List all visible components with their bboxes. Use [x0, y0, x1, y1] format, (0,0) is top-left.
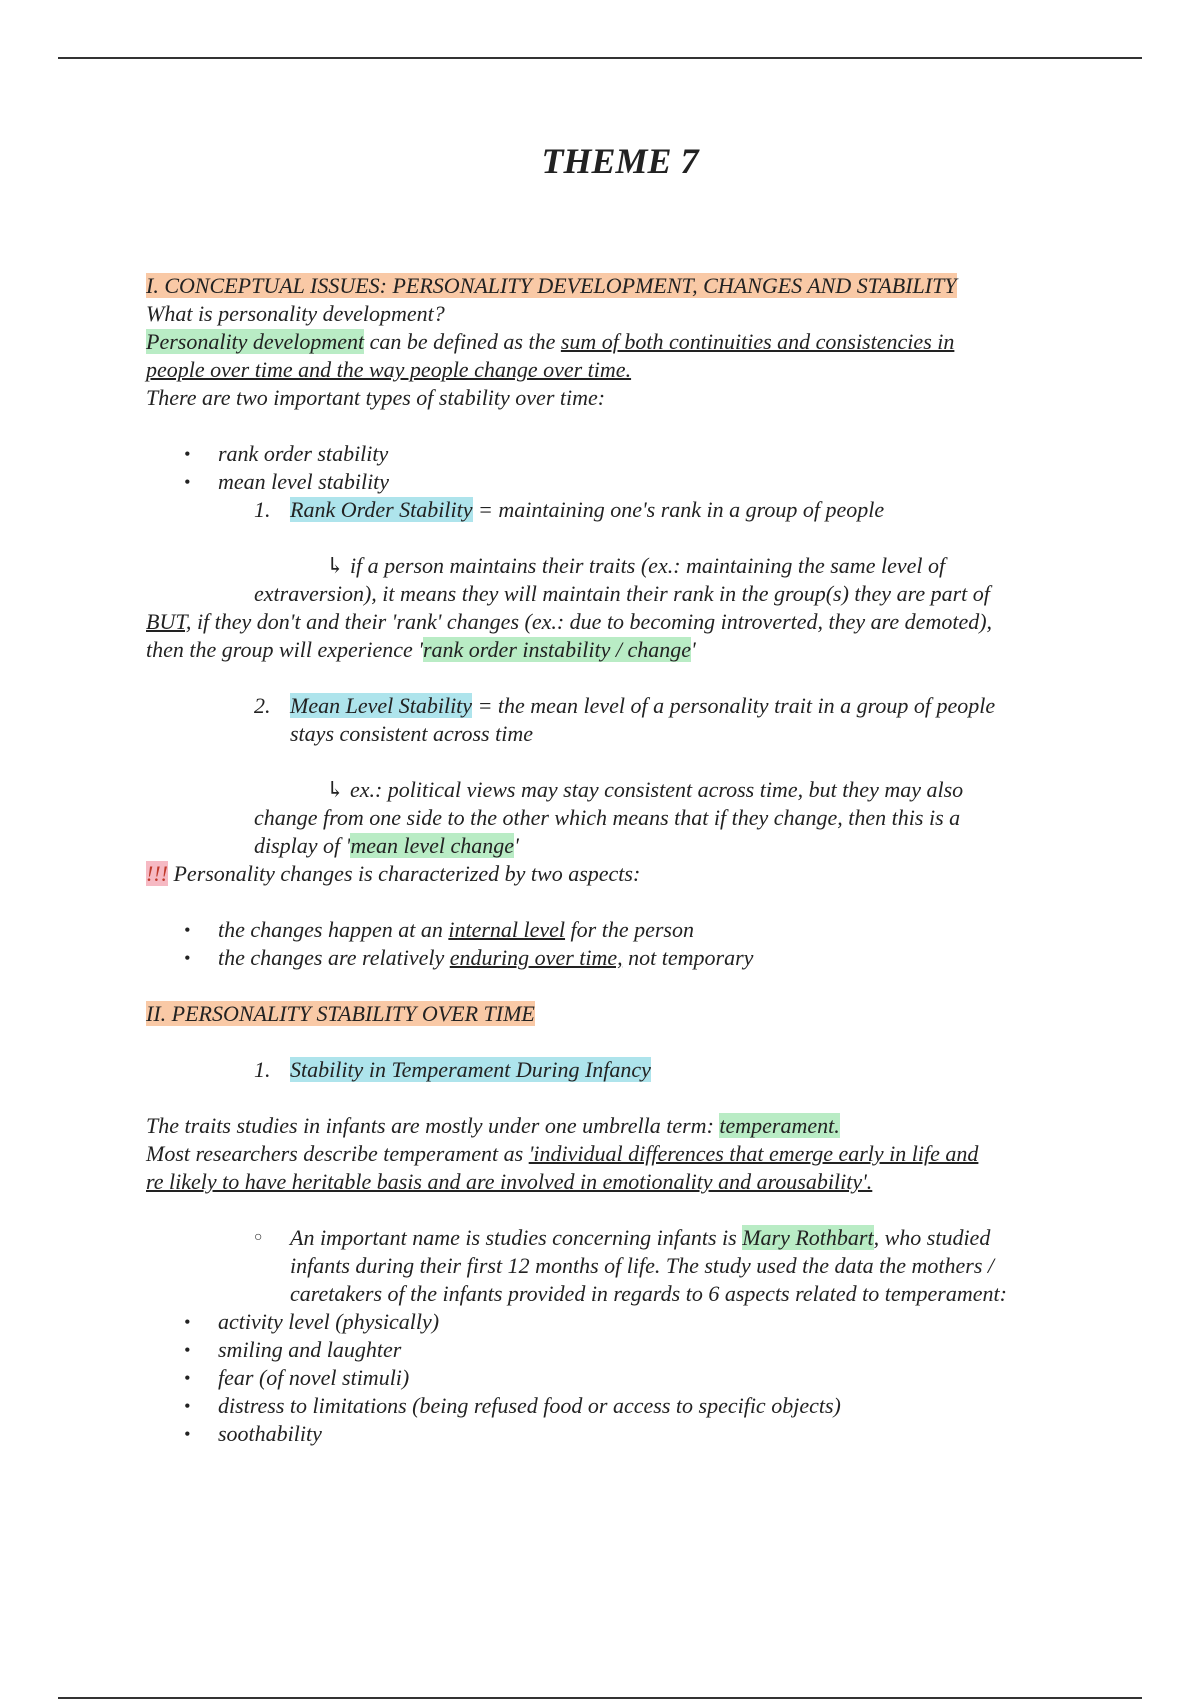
alert-marker: !!!	[146, 861, 168, 886]
top-rule	[58, 57, 1142, 59]
mean-level-line: Mean Level Stability = the mean level of a personality trait in a group of people	[290, 693, 996, 718]
list-item: the changes are relatively enduring over time, not temporary	[218, 945, 754, 970]
arrow-icon: ↳	[326, 553, 345, 578]
list-item: mean level stability	[218, 469, 390, 494]
definition-line-2: people over time and the way people change over time.	[146, 357, 632, 382]
bullet-icon: •	[184, 1424, 191, 1444]
list-item: rank order stability	[218, 441, 389, 466]
bullet-icon: •	[184, 948, 191, 968]
item-number: 1.	[254, 1057, 271, 1082]
temperament-line: The traits studies in infants are mostly under one umbrella term: temperament.	[146, 1113, 840, 1138]
bullet-icon: •	[184, 920, 191, 940]
mean-level-note-1: ↳ ex.: political views may stay consistent across time, but they may also	[326, 777, 964, 802]
bullet-icon: •	[184, 1312, 191, 1332]
rank-order-line: Rank Order Stability = maintaining one's rank in a group of people	[290, 497, 885, 522]
researchers-line-1: Most researchers describe temperament as 'individual differences that emerge early in life and	[146, 1141, 979, 1166]
item-number: 2.	[254, 693, 271, 718]
mean-level-term: Mean Level Stability	[290, 693, 473, 718]
rank-order-note-1: ↳ if a person maintains their traits (ex.: maintaining the same level of	[326, 553, 946, 578]
rank-order-note-2: extraversion), it means they will maintain their rank in the group(s) they are part of	[254, 581, 990, 606]
list-item: fear (of novel stimuli)	[218, 1365, 410, 1390]
then-line: then the group will experience 'rank order instability / change'	[146, 637, 696, 662]
list-item: distress to limitations (being refused food or access to specific objects)	[218, 1393, 841, 1418]
rothbart-line-3: caretakers of the infants provided in regards to 6 aspects related to temperament:	[290, 1281, 1007, 1306]
bullet-icon: •	[184, 444, 191, 464]
list-item: soothability	[218, 1421, 322, 1446]
page-title: THEME 7	[541, 141, 699, 181]
list-item: activity level (physically)	[218, 1309, 440, 1334]
item-number: 1.	[254, 497, 271, 522]
researchers-line-2: re likely to have heritable basis and are involved in emotionality and arousability'.	[146, 1169, 873, 1194]
mean-level-note-2: change from one side to the other which means that if they change, then this is a	[254, 805, 961, 830]
bullet-icon: •	[184, 472, 191, 492]
question-line: What is personality development?	[146, 301, 445, 326]
definition-line-1: Personality development can be defined as the sum of both continuities and consistencies in	[146, 329, 955, 354]
subsection-title: Stability in Temperament During Infancy	[290, 1057, 651, 1082]
mean-level-note-3: display of 'mean level change'	[254, 833, 519, 858]
list-item: smiling and laughter	[218, 1337, 402, 1362]
rothbart-line-2: infants during their first 12 months of life. The study used the data the mothers /	[290, 1253, 994, 1278]
rothbart-line-1: An important name is studies concerning infants is Mary Rothbart, who studied	[290, 1225, 991, 1250]
but-line: BUT, if they don't and their 'rank' changes (ex.: due to becoming introverted, they are demoted),	[146, 609, 993, 634]
arrow-icon: ↳	[326, 777, 345, 802]
rank-order-term: Rank Order Stability	[290, 497, 473, 522]
mean-level-line-2: stays consistent across time	[290, 721, 533, 746]
list-item: the changes happen at an internal level for the person	[218, 917, 694, 942]
bullet-icon: •	[184, 1340, 191, 1360]
circle-bullet-icon: ○	[254, 1230, 263, 1245]
section-heading-2: II. PERSONALITY STABILITY OVER TIME	[146, 1001, 535, 1026]
bottom-rule	[58, 1697, 1142, 1699]
bullet-icon: •	[184, 1396, 191, 1416]
section-heading-1: I. CONCEPTUAL ISSUES: PERSONALITY DEVELOPMENT, CHANGES AND STABILITY	[146, 273, 957, 298]
alert-line: !!! Personality changes is characterized by two aspects:	[146, 861, 641, 886]
rothbart-name: Mary Rothbart	[742, 1225, 874, 1250]
bullet-icon: •	[184, 1368, 191, 1388]
types-intro: There are two important types of stability over time:	[146, 385, 606, 410]
definition-term: Personality development	[146, 329, 365, 354]
